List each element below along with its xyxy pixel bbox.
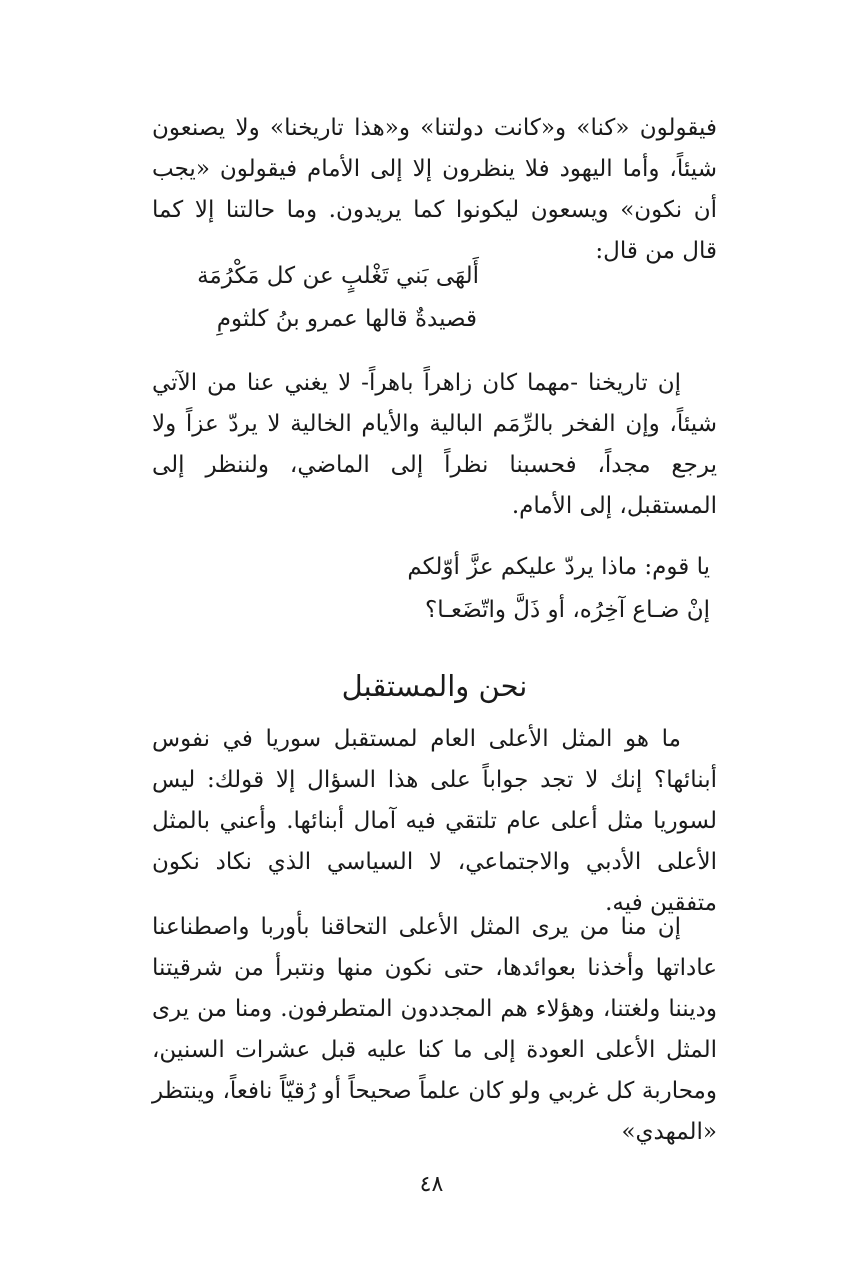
verse1-line1: أَلهَى بَني تَغْلبٍ عن كل مَكْرُمَة — [197, 263, 479, 289]
verse1-line2: قصيدةٌ قالها عمرو بنُ كلثومِ — [216, 306, 477, 332]
paragraph4-block — [152, 907, 717, 1153]
verse2-line1: يا قوم: ماذا يردّ عليكم عزَّ أوّلكم — [407, 554, 710, 580]
paragraph2: إن تاريخنا -مهما كان زاهراً باهراً- لا يغني عنا من الآتي شيئاً، وإن الفخر بالرِّمَم البالية والأيام الخالية لا يردّ عزاً ولا يرجع مجداً، فحسبنا نظراً إلى الماضي، ولننظر إلى المستقبل، إلى الأمام. — [152, 370, 717, 519]
paragraph2-block — [152, 363, 717, 527]
verse2-line2: إنْ ضـاع آخِرُه، أو ذَلَّ واتّضَعـا؟ — [425, 597, 710, 623]
page-number: ٤٨ — [419, 1172, 444, 1197]
paragraph3: ما هو المثل الأعلى العام لمستقبل سوريا في نفوس أبنائها؟ إنك لا تجد جواباً على هذا السؤال إلا قولك: ليس لسوريا مثل أعلى عام تلتقي فيه آمال أبنائها. وأعني بالمثل الأعلى الأدبي والاجتماعي، لا السياسي الذي نكاد نكون متفقين فيه. — [152, 726, 717, 916]
top-paragraph-block — [152, 108, 717, 272]
section-heading: نحن والمستقبل — [341, 669, 528, 703]
top-paragraph: فيقولون «كنا» و«كانت دولتنا» و«هذا تاريخنا» ولا يصنعون شيئاً، وأما اليهود فلا ينظرون إلا إلى الأمام فيقولون «يجب أن نكون» ويسعون ليكونوا كما يريدون. وما حالتنا إلا كما قال من قال: — [152, 115, 717, 264]
paragraph3-block — [152, 719, 717, 924]
paragraph4: إن منا من يرى المثل الأعلى التحاقنا بأوربا واصطناعنا عاداتها وأخذنا بعوائدها، حتى نكون منها ونتبرأ من شرقيتنا وديننا ولغتنا، وهؤلاء هم المجددون المتطرفون. ومنا من يرى المثل الأعلى العودة إلى ما كنا عليه قبل عشرات السنين، ومحاربة كل غربي ولو كان علماً صحيحاً أو رُقيّاً نافعاً، وينتظر «المهدي» — [152, 914, 717, 1145]
